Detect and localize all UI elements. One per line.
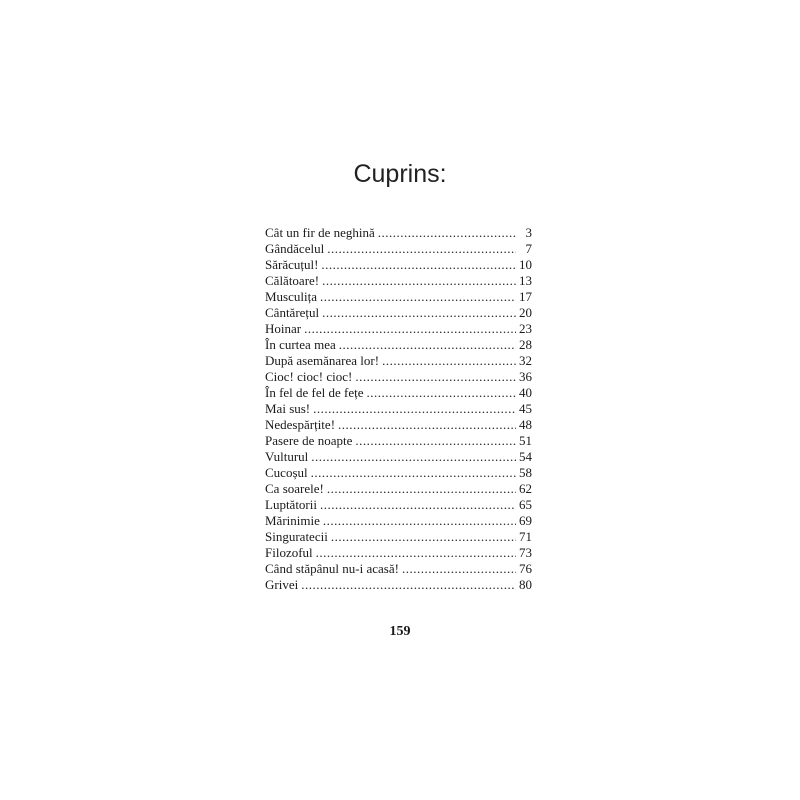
toc-entry-title: Mărinimie — [265, 513, 320, 528]
dot-leader — [378, 225, 516, 241]
toc-entry-title: Filozoful — [265, 545, 313, 560]
toc-entry-title: Mai sus! — [265, 401, 311, 416]
toc-entry-title: Vulturul — [265, 449, 309, 464]
toc-entry — [265, 401, 532, 417]
toc-entry-title: Hoinar — [265, 321, 302, 336]
toc-entry-page: 10 — [519, 257, 532, 272]
toc-entry-page: 80 — [519, 577, 532, 592]
toc-entry-title: Cât un fir de neghină — [265, 225, 375, 240]
toc-entry-page: 48 — [519, 417, 532, 432]
toc-entry-page: 20 — [519, 305, 532, 320]
page-number: 159 — [389, 624, 411, 639]
dot-leader — [323, 513, 516, 529]
dot-leader — [327, 481, 516, 497]
toc-entry — [265, 273, 532, 289]
dot-leader — [355, 369, 516, 385]
toc-entry — [265, 369, 532, 385]
table-of-contents — [265, 225, 532, 593]
toc-entry-page: 36 — [519, 369, 532, 384]
toc-entry — [265, 305, 532, 321]
toc-entry — [265, 513, 532, 529]
toc-entry — [265, 321, 532, 337]
dot-leader — [367, 385, 516, 401]
toc-entry-title: Sărăcuțul! — [265, 257, 319, 272]
dot-leader — [382, 353, 516, 369]
toc-entry-page: 51 — [519, 433, 532, 448]
toc-entry-page: 28 — [519, 337, 532, 352]
dot-leader — [320, 289, 516, 305]
dot-leader — [402, 561, 516, 577]
toc-entry-page: 13 — [519, 273, 532, 288]
dot-leader — [322, 305, 516, 321]
toc-entry — [265, 417, 532, 433]
toc-entry — [265, 353, 532, 369]
dot-leader — [313, 401, 516, 417]
toc-entry — [265, 545, 532, 561]
dot-leader — [327, 241, 516, 257]
dot-leader — [331, 529, 516, 545]
toc-entry — [265, 577, 532, 593]
toc-entry-page: 58 — [519, 465, 532, 480]
toc-entry-title: După asemănarea lor! — [265, 353, 380, 368]
toc-entry-title: Când stăpânul nu-i acasă! — [265, 561, 399, 576]
toc-entry-title: Grivei — [265, 577, 299, 592]
toc-entry-page: 45 — [519, 401, 532, 416]
toc-entry-title: Ca soarele! — [265, 481, 324, 496]
toc-entry — [265, 257, 532, 273]
toc-entry — [265, 433, 532, 449]
dot-leader — [304, 321, 516, 337]
dot-leader — [316, 545, 516, 561]
toc-entry-page: 76 — [519, 561, 532, 576]
toc-entry-page: 32 — [519, 353, 532, 368]
toc-entry-title: Luptătorii — [265, 497, 317, 512]
toc-entry-title: Gândăcelul — [265, 241, 325, 256]
toc-entry-page: 17 — [519, 289, 532, 304]
toc-entry-title: Cântărețul — [265, 305, 320, 320]
dot-leader — [321, 257, 516, 273]
dot-leader — [320, 497, 516, 513]
toc-entry — [265, 465, 532, 481]
toc-entry — [265, 337, 532, 353]
toc-entry-title: Cioc! cioc! cioc! — [265, 369, 353, 384]
toc-entry — [265, 481, 532, 497]
toc-entry — [265, 529, 532, 545]
toc-entry-page: 3 — [525, 225, 532, 240]
toc-entry-page: 69 — [519, 513, 532, 528]
dot-leader — [301, 577, 516, 593]
toc-entry — [265, 241, 532, 257]
toc-entry-page: 62 — [519, 481, 532, 496]
toc-entry-title: Cucoșul — [265, 465, 308, 480]
toc-entry — [265, 385, 532, 401]
toc-entry — [265, 225, 532, 241]
toc-entry — [265, 289, 532, 305]
toc-entry — [265, 561, 532, 577]
toc-entry-page: 71 — [519, 529, 532, 544]
toc-entry — [265, 449, 532, 465]
toc-entry-title: Singuratecii — [265, 529, 328, 544]
page-title: Cuprins: — [353, 160, 447, 188]
toc-entry-title: În curtea mea — [265, 337, 336, 352]
toc-entry — [265, 497, 532, 513]
toc-entry-page: 54 — [519, 449, 532, 464]
toc-entry-page: 23 — [519, 321, 532, 336]
toc-entry-page: 40 — [519, 385, 532, 400]
dot-leader — [355, 433, 516, 449]
toc-entry-title: Musculița — [265, 289, 317, 304]
toc-entry-page: 7 — [525, 241, 532, 256]
toc-entry-page: 73 — [519, 545, 532, 560]
toc-entry-title: Călătoare! — [265, 273, 320, 288]
toc-entry-page: 65 — [519, 497, 532, 512]
toc-entry-title: În fel de fel de fețe — [265, 385, 364, 400]
toc-entry-title: Pasere de noapte — [265, 433, 353, 448]
toc-entry-title: Nedespărțite! — [265, 417, 336, 432]
dot-leader — [311, 449, 516, 465]
dot-leader — [311, 465, 516, 481]
dot-leader — [339, 337, 516, 353]
dot-leader — [322, 273, 516, 289]
dot-leader — [338, 417, 516, 433]
